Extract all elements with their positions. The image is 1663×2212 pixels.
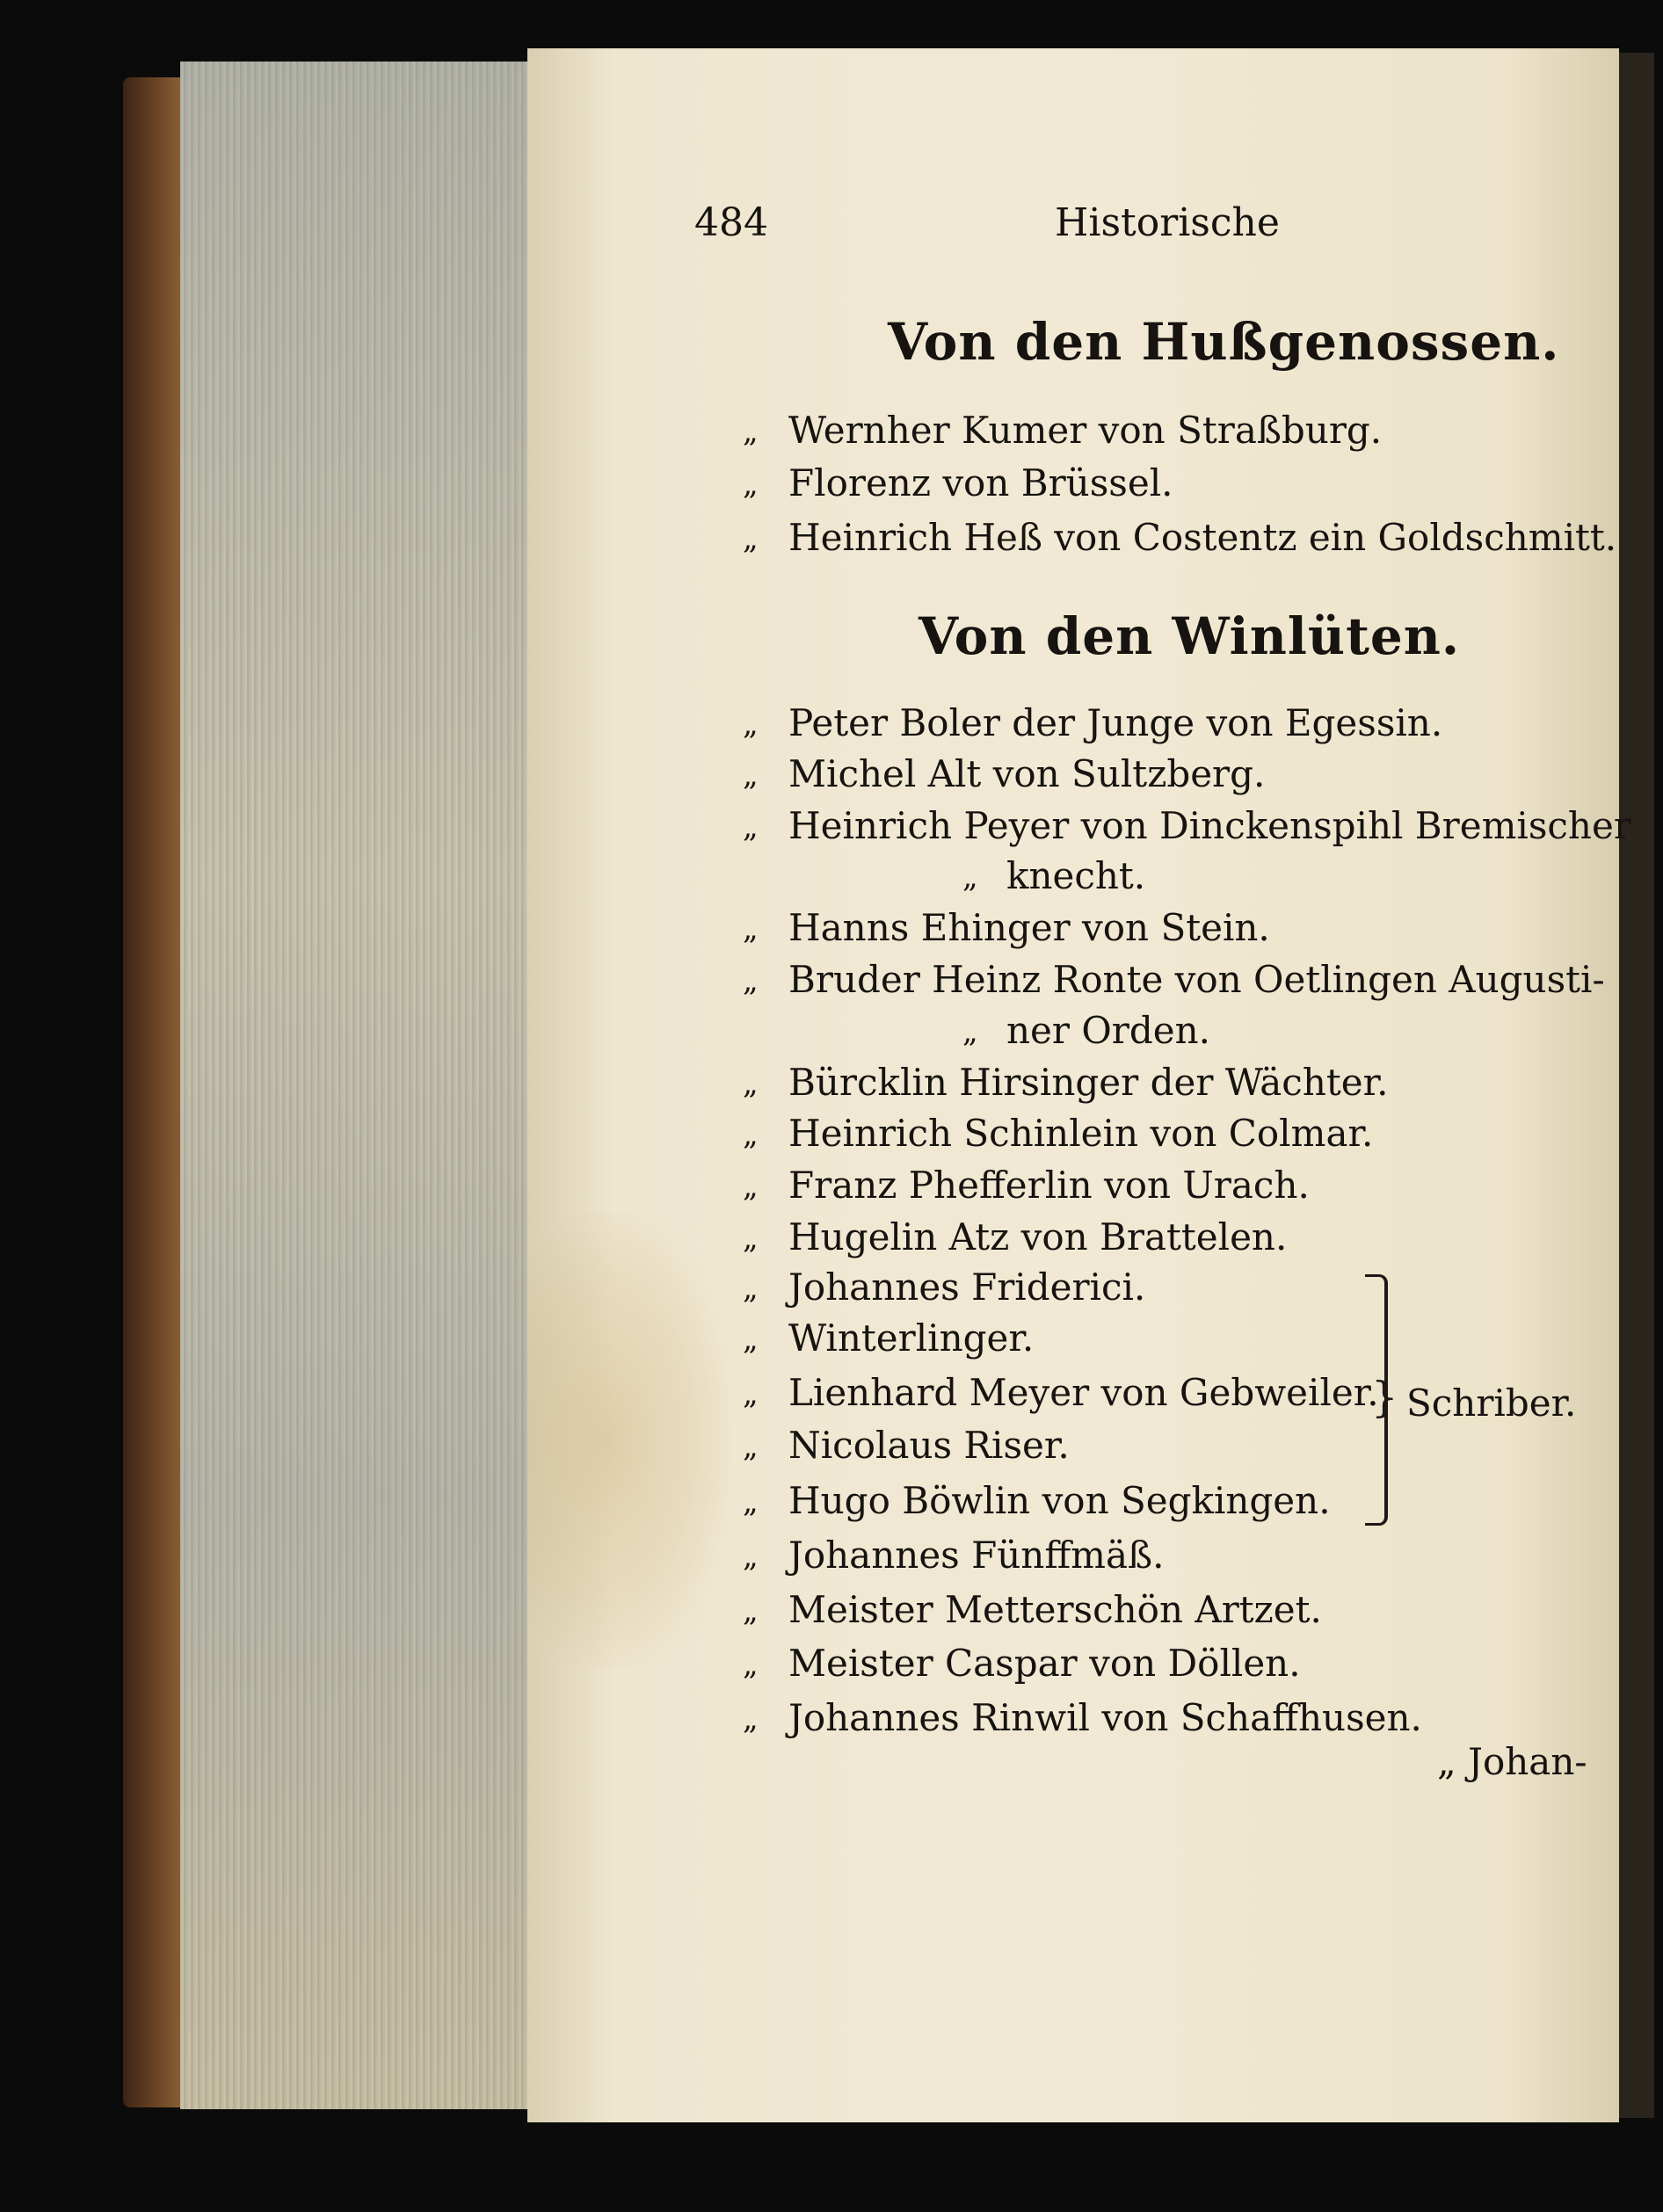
entry-text: Peter Boler der Junge von Egessin. [788, 701, 1443, 744]
quote-mark: „ [743, 911, 759, 946]
entry-text: Nicolaus Riser. [788, 1424, 1070, 1467]
entry-text: Wernher Kumer von Straßburg. [788, 409, 1383, 452]
quote-mark: „ [962, 1014, 978, 1049]
quote-mark: „ [743, 1322, 759, 1357]
entry-text: Heinrich Schinlein von Colmar. [788, 1112, 1374, 1155]
page-number: 484 [694, 200, 768, 245]
facing-page-gutter [1619, 53, 1654, 2118]
entry-text: Johannes Fünffmäß. [788, 1534, 1165, 1577]
quote-mark: „ [743, 1271, 759, 1306]
quote-mark: „ [743, 1221, 759, 1256]
entry-text: Hanns Ehinger von Stein. [788, 906, 1270, 949]
entry-text: Lienhard Meyer von Gebweiler. [788, 1371, 1379, 1414]
entry-text: Johannes Rinwil von Schaffhusen. [788, 1696, 1422, 1739]
quote-mark: „ [743, 467, 759, 502]
entry-text: Franz Phefferlin von Urach. [788, 1164, 1310, 1207]
entry-text: ner Orden. [1006, 1009, 1210, 1052]
quote-mark: „ [743, 1376, 759, 1411]
entry-text: Hugo Böwlin von Segkingen. [788, 1479, 1331, 1522]
entry-text: Heinrich Heß von Costentz ein Goldschmitt. [788, 516, 1617, 559]
quote-mark: „ [743, 1701, 759, 1737]
entry-text: Heinrich Peyer von Dinckenspihl Bremischer [788, 804, 1631, 847]
entry-text: Johannes Friderici. [788, 1266, 1146, 1309]
quote-mark: „ [743, 414, 759, 449]
quote-mark: „ [743, 1593, 759, 1628]
entry-text: knecht. [1006, 854, 1146, 897]
section-heading: Von den Hußgenossen. [888, 312, 1560, 372]
quote-mark: „ [743, 707, 759, 742]
quote-mark: „ [743, 1117, 759, 1152]
entry-text: Michel Alt von Sultzberg. [788, 752, 1266, 795]
quote-mark: „ [962, 859, 978, 895]
entry-text: Hugelin Atz von Brattelen. [788, 1215, 1288, 1258]
quote-mark: „ [743, 1647, 759, 1682]
page-stack-shading [180, 62, 532, 2109]
quote-mark: „ [743, 1169, 759, 1204]
grouping-brace: } [1371, 1373, 1398, 1422]
bracket-label: Schriber. [1406, 1382, 1577, 1425]
quote-mark: „ [743, 521, 759, 556]
entry-text: Winterlinger. [788, 1316, 1035, 1360]
catchword: „ Johan- [1437, 1740, 1587, 1783]
entry-text: Florenz von Brüssel. [788, 461, 1173, 504]
quote-mark: „ [743, 1066, 759, 1101]
entry-text: Meister Caspar von Döllen. [788, 1642, 1301, 1685]
entry-text: Meister Metterschön Artzet. [788, 1588, 1322, 1631]
quote-mark: „ [743, 809, 759, 845]
entry-text: Bürcklin Hirsinger der Wächter. [788, 1061, 1389, 1104]
quote-mark: „ [743, 1429, 759, 1464]
quote-mark: „ [743, 963, 759, 998]
section-heading: Von den Winlüten. [919, 606, 1461, 666]
quote-mark: „ [743, 1484, 759, 1519]
water-stain [527, 1213, 730, 1670]
entry-text: Bruder Heinz Ronte von Oetlingen Augusti- [788, 958, 1605, 1001]
running-title: Historische [1055, 200, 1280, 245]
quote-mark: „ [743, 1539, 759, 1574]
quote-mark: „ [743, 758, 759, 793]
